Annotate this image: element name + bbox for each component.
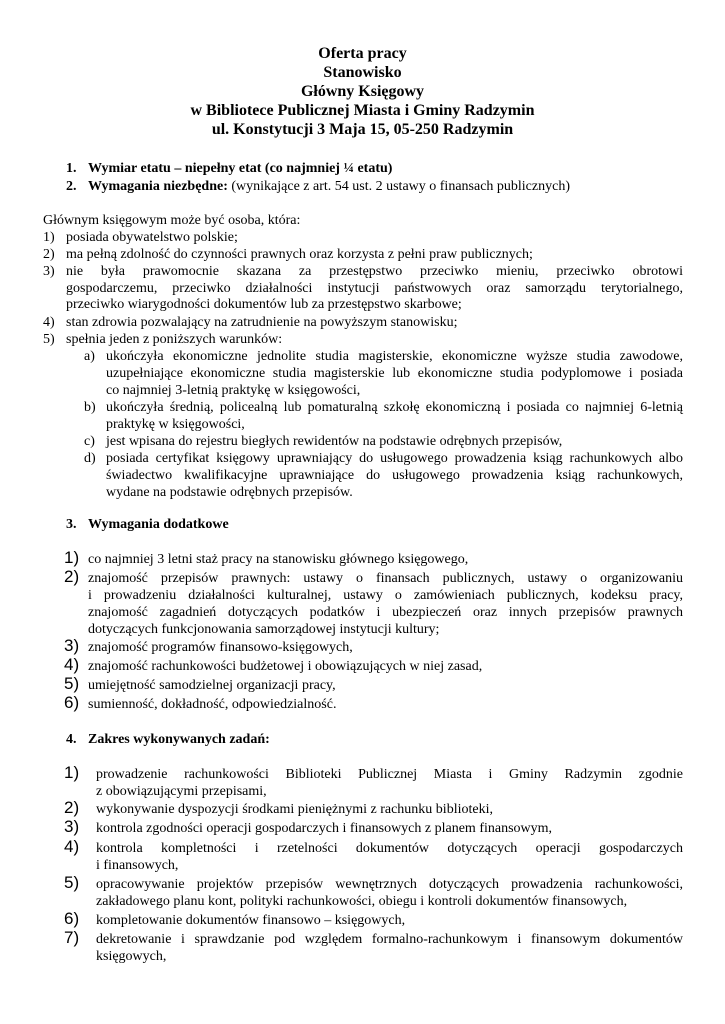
section-number: 1. (66, 161, 77, 176)
list-item-number: a) (84, 349, 95, 364)
list-item-line (106, 416, 683, 433)
list-item-text: opracowywanie projektów przepisów wewnętrznych dotyczących prowadzenia rachunkowości, (96, 877, 683, 892)
list-item-line (88, 587, 683, 604)
list-item-text: co najmniej 3 letni staż pracy na stanowisku głównego księgowego, (88, 552, 469, 567)
list-item-line (88, 551, 683, 568)
list-item-text: znajomość rachunkowości budżetowej i obowiązujących w niej zasad, (88, 659, 483, 674)
list-item-text: uzupełniające ekonomiczne studia magisterskie lub ekonomiczne studia podyplomowe i posiada (106, 366, 683, 381)
list-item-number: 3) (64, 636, 80, 655)
list-item-line (96, 912, 683, 929)
page-title (0, 44, 725, 139)
list-item-number: 1) (43, 230, 55, 245)
list-item-text: i finansowych, (96, 858, 179, 873)
list-item-number: 5) (64, 873, 80, 892)
list-item-text: znajomość zagadnień dotyczących podatków i ubezpieczeń oraz innych przepisów prawnych (88, 605, 683, 620)
section-text: (wynikające z art. 54 ust. 2 ustawy o finansach publicznych) (227, 179, 570, 194)
list-item-text: i prowadzeniu działalności kulturalnej, ustawy o zamówieniach publicznych, kodeksu pracy, (88, 588, 683, 603)
list-item-line (88, 677, 683, 694)
list-item-line (106, 433, 683, 450)
list-item-number: b) (84, 400, 96, 415)
list-item-text: ma pełną zdolność do czynności prawnych oraz korzysta z pełni praw publicznych; (66, 247, 533, 262)
list-item-line (66, 296, 683, 313)
list-item-line (96, 783, 683, 800)
list-item-line (88, 696, 683, 713)
list-item-line (96, 857, 683, 874)
list-item-number: 2) (64, 798, 80, 817)
list-item-line (88, 621, 683, 638)
list-item-text: posiada certyfikat księgowy uprawniający do usługowego prowadzenia ksiąg rachunkowych albo (106, 451, 683, 466)
list-item-number: 3) (64, 817, 80, 836)
list-item-number: 1) (64, 548, 80, 567)
section-heading: Zakres wykonywanych zadań: (88, 732, 270, 747)
list-item-line (106, 348, 683, 365)
section-number: 4. (66, 732, 77, 747)
list-item-number: 7) (64, 928, 80, 947)
list-item-line (66, 263, 683, 280)
list-item-line (96, 893, 683, 910)
list-item-line (96, 931, 683, 948)
list-item-text: księgowych, (96, 949, 167, 964)
title-line: w Bibliotece Publicznej Miasta i Gminy Radzymin (190, 102, 535, 119)
section-heading: Wymagania dodatkowe (88, 517, 229, 532)
list-item-line (88, 658, 683, 675)
list-item-number: c) (84, 434, 95, 449)
list-item-text: praktykę w księgowości, (106, 417, 245, 432)
list-item-text: co najmniej 3-letnią praktykę w księgowości, (106, 383, 361, 398)
list-item-text: ukończyła ekonomiczne jednolite studia magisterskie, ekonomiczne wyższe studia zawodowe, (106, 349, 683, 364)
list-item-number: 5) (64, 674, 80, 693)
list-item-line (96, 876, 683, 893)
list-item-text: dekretowanie i sprawdzanie pod względem formalno-rachunkowym i finansowym dokumentów (96, 932, 683, 947)
list-item-line (96, 801, 683, 818)
list-item-text: zakładowego planu kont, polityki rachunkowości, obiegu i kontroli dokumentów finansowych, (96, 894, 628, 909)
list-item-text: spełnia jeden z poniższych warunków: (66, 332, 283, 347)
list-item-number: 2) (64, 567, 80, 586)
list-item-line (66, 246, 683, 263)
title-line: Oferta pracy (318, 45, 407, 62)
section-label: Wymagania niezbędne: (88, 179, 228, 194)
list-item-number: 1) (64, 763, 80, 782)
list-item-line (106, 467, 683, 484)
list-item-text: kontrola kompletności i rzetelności dokumentów dotyczących operacji gospodarczych (96, 841, 683, 856)
list-item-line (106, 399, 683, 416)
list-item-number: 3) (43, 264, 55, 279)
list-item-text: umiejętność samodzielnej organizacji pracy, (88, 678, 336, 693)
list-item-line (96, 820, 683, 837)
list-item-line (96, 766, 683, 783)
list-item-line (66, 229, 683, 246)
list-item-text: sumienność, dokładność, odpowiedzialność. (88, 697, 337, 712)
list-item-text: posiada obywatelstwo polskie; (66, 230, 238, 245)
list-item-line (96, 948, 683, 965)
list-item-text: ukończyła średnią, policealną lub pomaturalną szkołę ekonomiczną i posiada co najmniej 6-letnią (106, 400, 683, 415)
list-item-text: znajomość przepisów prawnych: ustawy o finansach publicznych, ustawy o organizowaniu (88, 571, 683, 586)
list-item-number: 4) (43, 315, 55, 330)
section-number: 2. (66, 179, 77, 194)
list-item-text: dotyczących funkcjonowania samorządowej instytucji kultury; (88, 622, 440, 637)
list-item-line (88, 604, 683, 621)
list-item-number: 4) (64, 655, 80, 674)
list-item-line (66, 314, 683, 331)
list-item-text: prowadzenie rachunkowości Biblioteki Publicznej Miasta i Gminy Radzymin zgodnie (96, 767, 683, 782)
section-heading (88, 178, 570, 195)
title-line: Główny Księgowy (300, 83, 425, 100)
section-number: 3. (66, 517, 77, 532)
title-line: Stanowisko (323, 64, 402, 81)
list-item-line (88, 639, 683, 656)
list-item-number: 6) (64, 693, 80, 712)
list-item-line (88, 570, 683, 587)
list-item-number: 5) (43, 332, 55, 347)
list-item-line (106, 365, 683, 382)
list-item-line (106, 484, 683, 501)
list-item-text: kompletowanie dokumentów finansowo – księgowych, (96, 913, 406, 928)
list-item-number: d) (84, 451, 96, 466)
list-item-number: 2) (43, 247, 55, 262)
list-item-number: 6) (64, 909, 80, 928)
list-item-number: 4) (64, 837, 80, 856)
title-line: ul. Konstytucji 3 Maja 15, 05-250 Radzymin (211, 121, 514, 138)
list-item-line (66, 331, 683, 348)
list-item-text: znajomość programów finansowo-księgowych, (88, 640, 353, 655)
list-item-text: jest wpisana do rejestru biegłych rewidentów na podstawie odrębnych przepisów, (106, 434, 563, 449)
list-item-text: wydane na podstawie odrębnych przepisów. (106, 485, 353, 500)
list-item-text: z obowiązującymi przepisami, (96, 784, 267, 799)
list-item-text: świadectwo kwalifikacyjne uprawniające do usługowego prowadzenia ksiąg rachunkowych, (106, 468, 683, 483)
list-item-text: nie była prawomocnie skazana za przestępstwo przeciwko mieniu, przeciwko obrotowi (66, 264, 683, 279)
list-item-text: gospodarczemu, przeciwko działalności instytucji państwowych oraz samorządu terytorialnego, (66, 280, 683, 296)
list-item-line (96, 840, 683, 857)
list-item-text: stan zdrowia pozwalający na zatrudnienie na powyższym stanowisku; (66, 315, 458, 330)
intro-text: Głównym księgowym może być osoba, która: (43, 213, 301, 228)
list-item-line (106, 450, 683, 467)
list-item-text: przeciwko wiarygodności dokumentów lub za przestępstwo skarbowe; (66, 297, 462, 312)
list-item-text: wykonywanie dyspozycji środkami pieniężnymi z rachunku biblioteki, (96, 802, 493, 817)
section-heading: Wymiar etatu – niepełny etat (co najmniej ¼ etatu) (88, 161, 393, 176)
list-item-line (106, 382, 683, 399)
list-item-text: kontrola zgodności operacji gospodarczych i finansowych z planem finansowym, (96, 821, 553, 836)
list-item-line (66, 280, 683, 297)
